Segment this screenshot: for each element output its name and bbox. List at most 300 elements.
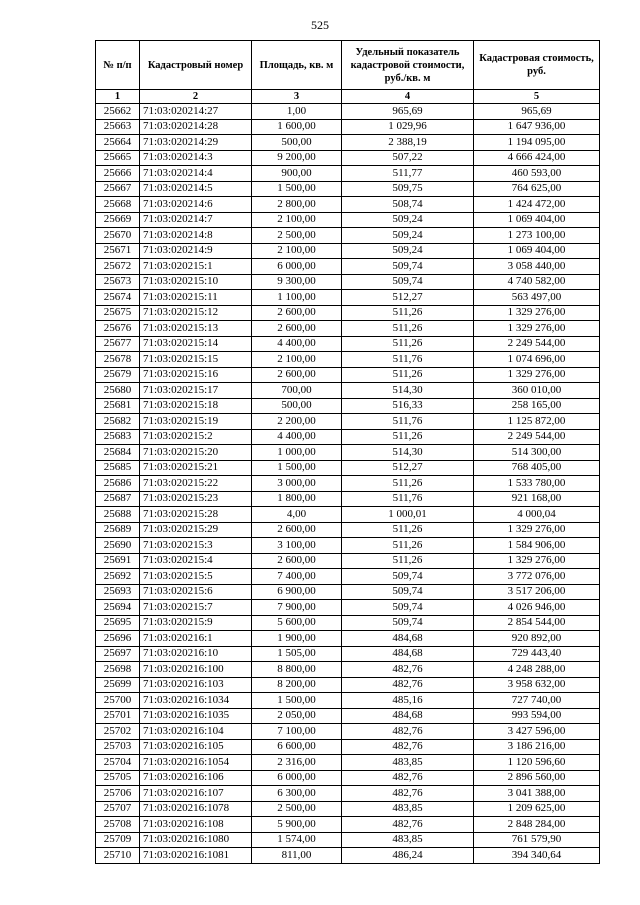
unit-value: 482,76 xyxy=(342,786,474,802)
cadastral-number: 71:03:020214:27 xyxy=(140,104,252,120)
area: 1 100,00 xyxy=(252,290,342,306)
unit-value: 511,76 xyxy=(342,491,474,507)
table-row xyxy=(96,615,600,631)
cadastral-value: 460 593,00 xyxy=(474,166,600,182)
table-row xyxy=(96,321,600,337)
cadastral-number: 71:03:020216:10 xyxy=(140,646,252,662)
area: 1 000,00 xyxy=(252,445,342,461)
column-number: 5 xyxy=(474,90,600,104)
row-index: 25683 xyxy=(96,429,140,445)
cadastral-number: 71:03:020215:1 xyxy=(140,259,252,275)
unit-value: 511,26 xyxy=(342,336,474,352)
row-index: 25673 xyxy=(96,274,140,290)
row-index: 25702 xyxy=(96,724,140,740)
table-row xyxy=(96,631,600,647)
table-row xyxy=(96,150,600,166)
cadastral-number: 71:03:020215:4 xyxy=(140,553,252,569)
row-index: 25706 xyxy=(96,786,140,802)
unit-value: 483,85 xyxy=(342,832,474,848)
table-row xyxy=(96,569,600,585)
table-row xyxy=(96,708,600,724)
table-row xyxy=(96,801,600,817)
table-row xyxy=(96,290,600,306)
unit-value: 512,27 xyxy=(342,290,474,306)
cadastral-value: 921 168,00 xyxy=(474,491,600,507)
cadastral-value: 1 273 100,00 xyxy=(474,228,600,244)
cadastral-value: 2 854 544,00 xyxy=(474,615,600,631)
area: 6 300,00 xyxy=(252,786,342,802)
unit-value: 1 029,96 xyxy=(342,119,474,135)
unit-value: 509,74 xyxy=(342,615,474,631)
table-row xyxy=(96,677,600,693)
table-row xyxy=(96,662,600,678)
cadastral-value: 764 625,00 xyxy=(474,181,600,197)
area: 9 200,00 xyxy=(252,150,342,166)
table-row xyxy=(96,181,600,197)
area: 7 900,00 xyxy=(252,600,342,616)
cadastral-number: 71:03:020215:9 xyxy=(140,615,252,631)
table-row xyxy=(96,476,600,492)
area: 1 800,00 xyxy=(252,491,342,507)
row-index: 25708 xyxy=(96,817,140,833)
unit-value: 482,76 xyxy=(342,817,474,833)
area: 2 100,00 xyxy=(252,212,342,228)
unit-value: 965,69 xyxy=(342,104,474,120)
cadastral-number: 71:03:020215:10 xyxy=(140,274,252,290)
area: 2 600,00 xyxy=(252,321,342,337)
cadastral-value: 1 329 276,00 xyxy=(474,305,600,321)
unit-value: 509,74 xyxy=(342,600,474,616)
cadastral-number: 71:03:020214:6 xyxy=(140,197,252,213)
area: 500,00 xyxy=(252,398,342,414)
cadastral-number: 71:03:020215:3 xyxy=(140,538,252,554)
table-row xyxy=(96,135,600,151)
cadastral-value: 768 405,00 xyxy=(474,460,600,476)
row-index: 25703 xyxy=(96,739,140,755)
area: 2 500,00 xyxy=(252,801,342,817)
area: 2 600,00 xyxy=(252,553,342,569)
cadastral-number: 71:03:020216:1078 xyxy=(140,801,252,817)
unit-value: 482,76 xyxy=(342,724,474,740)
cadastral-number: 71:03:020215:16 xyxy=(140,367,252,383)
table-row xyxy=(96,646,600,662)
area: 2 600,00 xyxy=(252,367,342,383)
row-index: 25690 xyxy=(96,538,140,554)
cadastral-number: 71:03:020215:19 xyxy=(140,414,252,430)
cadastral-number: 71:03:020214:29 xyxy=(140,135,252,151)
unit-value: 511,26 xyxy=(342,522,474,538)
cadastral-value: 1 329 276,00 xyxy=(474,321,600,337)
row-index: 25685 xyxy=(96,460,140,476)
table-row xyxy=(96,739,600,755)
area: 2 500,00 xyxy=(252,228,342,244)
table-row xyxy=(96,398,600,414)
cadastral-number: 71:03:020214:8 xyxy=(140,228,252,244)
table-row xyxy=(96,770,600,786)
row-index: 25689 xyxy=(96,522,140,538)
unit-value: 486,24 xyxy=(342,848,474,864)
cadastral-value: 514 300,00 xyxy=(474,445,600,461)
row-index: 25686 xyxy=(96,476,140,492)
row-index: 25697 xyxy=(96,646,140,662)
unit-value: 511,26 xyxy=(342,305,474,321)
cadastral-value: 4 248 288,00 xyxy=(474,662,600,678)
row-index: 25665 xyxy=(96,150,140,166)
column-number: 2 xyxy=(140,90,252,104)
cadastral-number: 71:03:020215:21 xyxy=(140,460,252,476)
area: 2 600,00 xyxy=(252,305,342,321)
header-index: № п/п xyxy=(96,41,140,90)
unit-value: 484,68 xyxy=(342,646,474,662)
table-row xyxy=(96,414,600,430)
unit-value: 511,26 xyxy=(342,538,474,554)
header-cadastral-value: Кадастровая стоимость, руб. xyxy=(474,41,600,90)
area: 2 100,00 xyxy=(252,243,342,259)
row-index: 25668 xyxy=(96,197,140,213)
cadastral-value: 2 896 560,00 xyxy=(474,770,600,786)
cadastral-value: 1 194 095,00 xyxy=(474,135,600,151)
unit-value: 508,74 xyxy=(342,197,474,213)
table-row xyxy=(96,166,600,182)
table-row xyxy=(96,507,600,523)
row-index: 25663 xyxy=(96,119,140,135)
row-index: 25698 xyxy=(96,662,140,678)
row-index: 25701 xyxy=(96,708,140,724)
row-index: 25680 xyxy=(96,383,140,399)
row-index: 25687 xyxy=(96,491,140,507)
header-area: Площадь, кв. м xyxy=(252,41,342,90)
row-index: 25694 xyxy=(96,600,140,616)
unit-value: 511,26 xyxy=(342,429,474,445)
area: 7 400,00 xyxy=(252,569,342,585)
area: 3 100,00 xyxy=(252,538,342,554)
table-row xyxy=(96,522,600,538)
cadastral-value: 1 120 596,60 xyxy=(474,755,600,771)
cadastral-number: 71:03:020216:1034 xyxy=(140,693,252,709)
cadastral-value: 2 249 544,00 xyxy=(474,429,600,445)
table-row xyxy=(96,197,600,213)
cadastral-value: 1 209 625,00 xyxy=(474,801,600,817)
unit-value: 511,76 xyxy=(342,352,474,368)
area: 5 900,00 xyxy=(252,817,342,833)
cadastral-number: 71:03:020215:15 xyxy=(140,352,252,368)
area: 2 600,00 xyxy=(252,522,342,538)
row-index: 25700 xyxy=(96,693,140,709)
cadastral-number: 71:03:020215:20 xyxy=(140,445,252,461)
cadastral-number: 71:03:020214:5 xyxy=(140,181,252,197)
cadastral-number: 71:03:020215:14 xyxy=(140,336,252,352)
unit-value: 509,75 xyxy=(342,181,474,197)
unit-value: 484,68 xyxy=(342,708,474,724)
cadastral-number: 71:03:020215:5 xyxy=(140,569,252,585)
table-row xyxy=(96,755,600,771)
row-index: 25662 xyxy=(96,104,140,120)
cadastral-number: 71:03:020216:1 xyxy=(140,631,252,647)
area: 2 316,00 xyxy=(252,755,342,771)
area: 9 300,00 xyxy=(252,274,342,290)
cadastral-value: 1 329 276,00 xyxy=(474,553,600,569)
cadastral-number: 71:03:020214:4 xyxy=(140,166,252,182)
area: 1 574,00 xyxy=(252,832,342,848)
row-index: 25667 xyxy=(96,181,140,197)
unit-value: 511,26 xyxy=(342,367,474,383)
unit-value: 482,76 xyxy=(342,739,474,755)
row-index: 25670 xyxy=(96,228,140,244)
cadastral-value: 4 026 946,00 xyxy=(474,600,600,616)
cadastral-value: 3 186 216,00 xyxy=(474,739,600,755)
row-index: 25674 xyxy=(96,290,140,306)
table-row xyxy=(96,243,600,259)
area: 1 500,00 xyxy=(252,693,342,709)
cadastral-value: 2 848 284,00 xyxy=(474,817,600,833)
unit-value: 511,26 xyxy=(342,476,474,492)
cadastral-number: 71:03:020215:22 xyxy=(140,476,252,492)
cadastral-value: 1 647 936,00 xyxy=(474,119,600,135)
unit-value: 509,74 xyxy=(342,274,474,290)
unit-value: 507,22 xyxy=(342,150,474,166)
table-row xyxy=(96,352,600,368)
cadastral-value: 729 443,40 xyxy=(474,646,600,662)
cadastral-value: 3 058 440,00 xyxy=(474,259,600,275)
cadastral-value: 394 340,64 xyxy=(474,848,600,864)
row-index: 25679 xyxy=(96,367,140,383)
area: 7 100,00 xyxy=(252,724,342,740)
cadastral-number: 71:03:020214:28 xyxy=(140,119,252,135)
area: 6 000,00 xyxy=(252,259,342,275)
header-unit-value: Удельный показатель кадастровой стоимости, руб./кв. м xyxy=(342,41,474,90)
table-row xyxy=(96,491,600,507)
row-index: 25666 xyxy=(96,166,140,182)
area: 1 500,00 xyxy=(252,181,342,197)
row-index: 25705 xyxy=(96,770,140,786)
cadastral-value: 4 000,04 xyxy=(474,507,600,523)
area: 1,00 xyxy=(252,104,342,120)
table-row xyxy=(96,693,600,709)
unit-value: 482,76 xyxy=(342,662,474,678)
table-row xyxy=(96,848,600,864)
cadastral-value: 1 125 872,00 xyxy=(474,414,600,430)
area: 8 200,00 xyxy=(252,677,342,693)
unit-value: 509,24 xyxy=(342,243,474,259)
row-index: 25709 xyxy=(96,832,140,848)
row-index: 25688 xyxy=(96,507,140,523)
cadastral-number: 71:03:020216:106 xyxy=(140,770,252,786)
column-number: 4 xyxy=(342,90,474,104)
cadastral-number: 71:03:020216:107 xyxy=(140,786,252,802)
row-index: 25691 xyxy=(96,553,140,569)
unit-value: 509,74 xyxy=(342,584,474,600)
table-row xyxy=(96,119,600,135)
row-index: 25695 xyxy=(96,615,140,631)
area: 1 600,00 xyxy=(252,119,342,135)
unit-value: 516,33 xyxy=(342,398,474,414)
area: 4 400,00 xyxy=(252,429,342,445)
cadastre-table xyxy=(95,40,600,864)
table-row xyxy=(96,383,600,399)
unit-value: 509,24 xyxy=(342,212,474,228)
cadastral-value: 2 249 544,00 xyxy=(474,336,600,352)
cadastral-number: 71:03:020215:7 xyxy=(140,600,252,616)
cadastral-value: 563 497,00 xyxy=(474,290,600,306)
cadastral-value: 1 074 696,00 xyxy=(474,352,600,368)
table-row xyxy=(96,460,600,476)
cadastral-number: 71:03:020215:6 xyxy=(140,584,252,600)
table-row xyxy=(96,724,600,740)
row-index: 25704 xyxy=(96,755,140,771)
table-row xyxy=(96,584,600,600)
cadastral-number: 71:03:020216:108 xyxy=(140,817,252,833)
area: 900,00 xyxy=(252,166,342,182)
row-index: 25707 xyxy=(96,801,140,817)
table-row xyxy=(96,429,600,445)
cadastral-value: 965,69 xyxy=(474,104,600,120)
cadastral-number: 71:03:020215:23 xyxy=(140,491,252,507)
cadastral-value: 360 010,00 xyxy=(474,383,600,399)
area: 811,00 xyxy=(252,848,342,864)
unit-value: 2 388,19 xyxy=(342,135,474,151)
cadastral-number: 71:03:020215:11 xyxy=(140,290,252,306)
table-row xyxy=(96,445,600,461)
cadastral-value: 727 740,00 xyxy=(474,693,600,709)
table-row xyxy=(96,336,600,352)
area: 700,00 xyxy=(252,383,342,399)
unit-value: 484,68 xyxy=(342,631,474,647)
cadastral-number: 71:03:020216:1035 xyxy=(140,708,252,724)
area: 6 000,00 xyxy=(252,770,342,786)
area: 1 500,00 xyxy=(252,460,342,476)
unit-value: 509,74 xyxy=(342,259,474,275)
table-row xyxy=(96,600,600,616)
cadastral-number: 71:03:020215:29 xyxy=(140,522,252,538)
cadastral-value: 1 069 404,00 xyxy=(474,243,600,259)
row-index: 25664 xyxy=(96,135,140,151)
cadastral-value: 3 427 596,00 xyxy=(474,724,600,740)
table-row xyxy=(96,212,600,228)
cadastral-number: 71:03:020215:17 xyxy=(140,383,252,399)
unit-value: 1 000,01 xyxy=(342,507,474,523)
table-row xyxy=(96,259,600,275)
cadastral-number: 71:03:020215:2 xyxy=(140,429,252,445)
cadastral-number: 71:03:020216:104 xyxy=(140,724,252,740)
unit-value: 509,74 xyxy=(342,569,474,585)
cadastral-value: 920 892,00 xyxy=(474,631,600,647)
cadastral-value: 258 165,00 xyxy=(474,398,600,414)
unit-value: 483,85 xyxy=(342,755,474,771)
column-number-row xyxy=(96,90,600,104)
cadastral-value: 1 329 276,00 xyxy=(474,367,600,383)
row-index: 25681 xyxy=(96,398,140,414)
cadastral-number: 71:03:020215:12 xyxy=(140,305,252,321)
cadastral-number: 71:03:020215:13 xyxy=(140,321,252,337)
table-row xyxy=(96,104,600,120)
row-index: 25693 xyxy=(96,584,140,600)
cadastral-value: 3 772 076,00 xyxy=(474,569,600,585)
cadastral-value: 1 424 472,00 xyxy=(474,197,600,213)
table-row xyxy=(96,305,600,321)
row-index: 25676 xyxy=(96,321,140,337)
table-row xyxy=(96,553,600,569)
cadastral-value: 3 041 388,00 xyxy=(474,786,600,802)
cadastral-value: 4 666 424,00 xyxy=(474,150,600,166)
row-index: 25710 xyxy=(96,848,140,864)
header-row xyxy=(96,41,600,90)
cadastral-number: 71:03:020215:28 xyxy=(140,507,252,523)
cadastral-value: 3 517 206,00 xyxy=(474,584,600,600)
area: 6 600,00 xyxy=(252,739,342,755)
row-index: 25677 xyxy=(96,336,140,352)
cadastral-value: 4 740 582,00 xyxy=(474,274,600,290)
header-cadastral-number: Кадастровый номер xyxy=(140,41,252,90)
row-index: 25671 xyxy=(96,243,140,259)
column-number: 3 xyxy=(252,90,342,104)
column-number: 1 xyxy=(96,90,140,104)
area: 1 505,00 xyxy=(252,646,342,662)
table-row xyxy=(96,832,600,848)
table-body xyxy=(96,104,600,864)
cadastral-value: 1 584 906,00 xyxy=(474,538,600,554)
cadastral-number: 71:03:020216:1054 xyxy=(140,755,252,771)
table-row xyxy=(96,786,600,802)
area: 6 900,00 xyxy=(252,584,342,600)
table-row xyxy=(96,538,600,554)
area: 4,00 xyxy=(252,507,342,523)
unit-value: 511,26 xyxy=(342,321,474,337)
unit-value: 482,76 xyxy=(342,677,474,693)
unit-value: 511,26 xyxy=(342,553,474,569)
row-index: 25678 xyxy=(96,352,140,368)
unit-value: 482,76 xyxy=(342,770,474,786)
unit-value: 485,16 xyxy=(342,693,474,709)
cadastral-number: 71:03:020216:1080 xyxy=(140,832,252,848)
unit-value: 511,77 xyxy=(342,166,474,182)
row-index: 25684 xyxy=(96,445,140,461)
area: 2 200,00 xyxy=(252,414,342,430)
unit-value: 512,27 xyxy=(342,460,474,476)
unit-value: 514,30 xyxy=(342,383,474,399)
row-index: 25692 xyxy=(96,569,140,585)
unit-value: 483,85 xyxy=(342,801,474,817)
cadastral-number: 71:03:020214:9 xyxy=(140,243,252,259)
cadastral-number: 71:03:020216:105 xyxy=(140,739,252,755)
area: 3 000,00 xyxy=(252,476,342,492)
row-index: 25675 xyxy=(96,305,140,321)
area: 4 400,00 xyxy=(252,336,342,352)
cadastral-value: 761 579,90 xyxy=(474,832,600,848)
area: 500,00 xyxy=(252,135,342,151)
row-index: 25696 xyxy=(96,631,140,647)
row-index: 25699 xyxy=(96,677,140,693)
row-index: 25669 xyxy=(96,212,140,228)
table-row xyxy=(96,367,600,383)
cadastral-number: 71:03:020214:7 xyxy=(140,212,252,228)
cadastral-number: 71:03:020215:18 xyxy=(140,398,252,414)
table-row xyxy=(96,228,600,244)
cadastral-number: 71:03:020216:1081 xyxy=(140,848,252,864)
cadastral-number: 71:03:020216:103 xyxy=(140,677,252,693)
cadastral-value: 1 329 276,00 xyxy=(474,522,600,538)
cadastral-value: 1 069 404,00 xyxy=(474,212,600,228)
area: 2 800,00 xyxy=(252,197,342,213)
area: 8 800,00 xyxy=(252,662,342,678)
area: 2 050,00 xyxy=(252,708,342,724)
page-number: 525 xyxy=(311,18,329,32)
cadastral-number: 71:03:020216:100 xyxy=(140,662,252,678)
row-index: 25672 xyxy=(96,259,140,275)
row-index: 25682 xyxy=(96,414,140,430)
cadastral-number: 71:03:020214:3 xyxy=(140,150,252,166)
area: 5 600,00 xyxy=(252,615,342,631)
unit-value: 511,76 xyxy=(342,414,474,430)
